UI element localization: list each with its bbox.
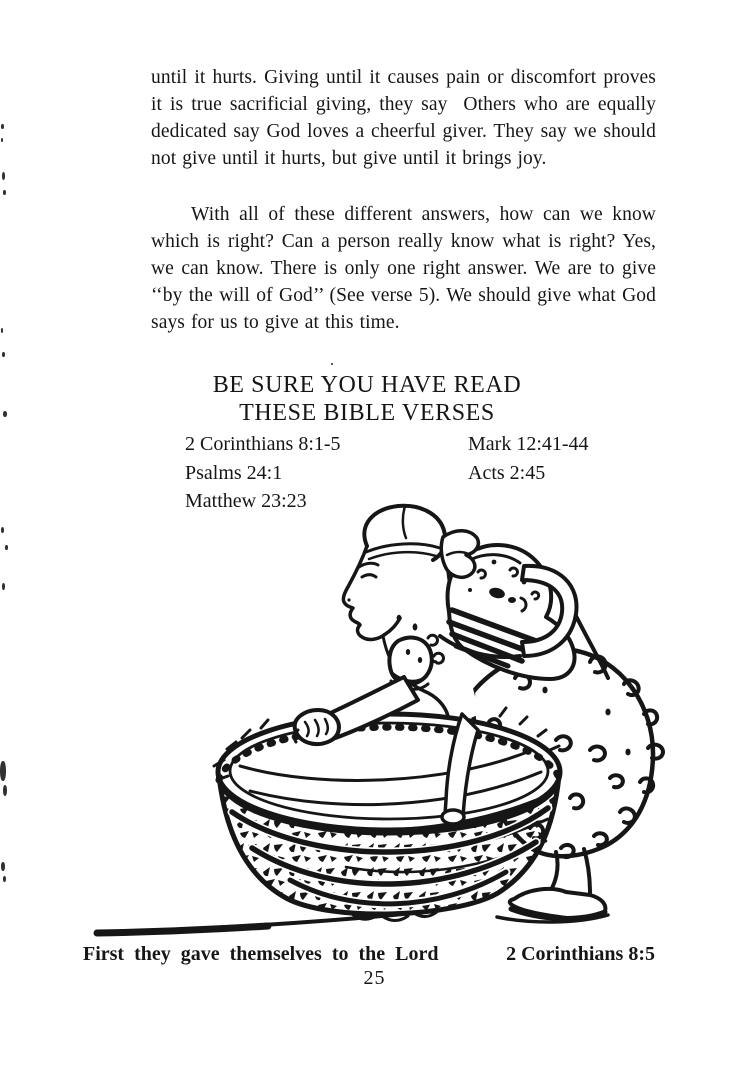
- ink-speck: [1, 328, 3, 333]
- paragraph-giving-until-it-hurts: until it hurts. Giving until it causes pain or discomfort proves it is true sacrificial giving, they say Others who are equally dedicated say God loves a cheerful giver. They say we should not give until it hurts, but give until it brings joy.: [151, 67, 656, 169]
- illustration-caption: [83, 941, 655, 967]
- verse-list-column-2: [468, 430, 589, 487]
- verse-reference: Acts 2:45: [468, 461, 546, 484]
- caption-text: First they gave themselves to the Lord: [83, 943, 439, 965]
- section-heading-line1: BE SURE YOU HAVE READ: [212, 372, 522, 398]
- ink-speck: [5, 545, 8, 550]
- section-heading-line2: THESE BIBLE VERSES: [239, 400, 495, 426]
- verse-reference: 2 Corinthians 8:1-5: [185, 433, 341, 455]
- ink-speck: [1, 862, 5, 871]
- ink-speck: [2, 352, 5, 357]
- ink-speck: [2, 583, 5, 590]
- ink-speck: [2, 172, 5, 180]
- ink-speck: [331, 363, 333, 365]
- ink-speck: [3, 876, 6, 882]
- ink-speck: [1, 527, 4, 533]
- hand-fist: [295, 710, 339, 744]
- page-number: 25: [363, 967, 386, 989]
- headscarf-tails: [441, 531, 478, 578]
- ink-speck: [1, 124, 4, 129]
- illustration-woman-baby-basket: [88, 498, 673, 948]
- verse-reference: Mark 12:41-44: [468, 433, 589, 455]
- woven-basket: [214, 708, 561, 921]
- verse-reference: Psalms 24:1: [185, 461, 283, 484]
- ink-speck: [1, 138, 3, 142]
- verse-reference: Matthew 23:23: [185, 490, 307, 512]
- paragraph-with-all-answers: With all of these different answers, how can we know which is right? Can a person really know what is right? Yes, we can know. There is only one right answer. We are to give ‘‘by the will of God’’ (See verse 5). We should give what God says for us to give at this time.: [151, 204, 656, 333]
- ink-speck: [3, 190, 6, 195]
- ink-speck: [3, 785, 7, 796]
- ink-speck: [0, 761, 6, 781]
- caption-reference: 2 Corinthians 8:5: [506, 943, 655, 965]
- ink-speck: [3, 411, 7, 417]
